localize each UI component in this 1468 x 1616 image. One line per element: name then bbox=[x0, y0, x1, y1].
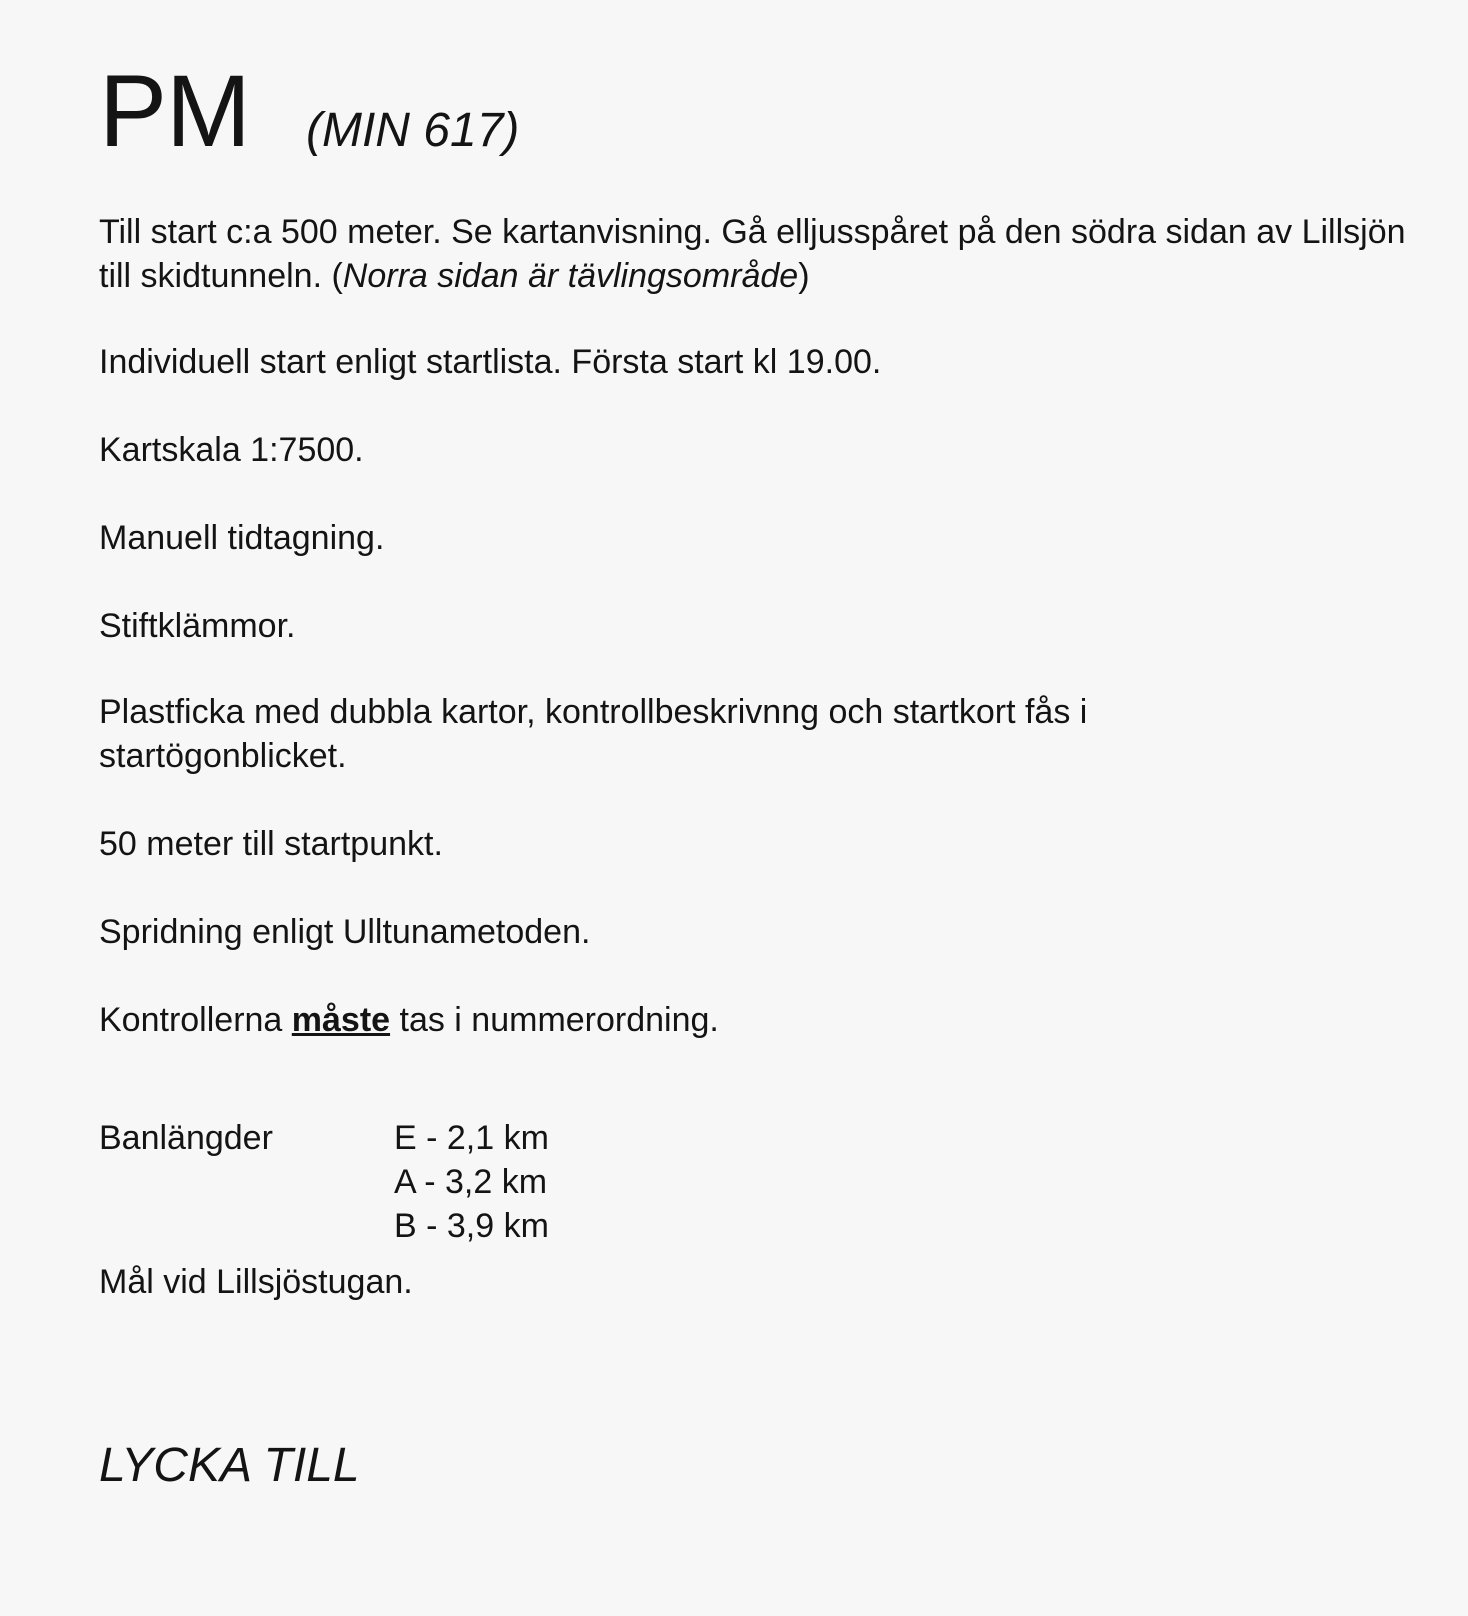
controls-info bbox=[99, 998, 1419, 1042]
punching-info: Stiftklämmor. bbox=[99, 607, 296, 645]
course-item: E - 2,1 km bbox=[394, 1119, 549, 1157]
course-item: A - 3,2 km bbox=[394, 1163, 548, 1201]
finish-info: Mål vid Lillsjöstugan. bbox=[99, 1263, 413, 1301]
kit-info: Plastficka med dubbla kartor, kontrollbeskrivnng och startkort fås i startögonblicket. bbox=[99, 693, 1088, 775]
intro-paragraph bbox=[99, 210, 1419, 298]
intro-text-end: ) bbox=[798, 257, 810, 295]
controls-text-end: tas i nummerordning. bbox=[390, 1001, 719, 1039]
controls-text: Kontrollerna bbox=[99, 1001, 292, 1039]
closing-greeting: LYCKA TILL bbox=[99, 1439, 360, 1492]
intro-italic-note: Norra sidan är tävlingsområde bbox=[342, 257, 799, 295]
course-lengths-label: Banlängder bbox=[99, 1119, 273, 1157]
document-title: PM bbox=[99, 54, 250, 168]
controls-emphasis: måste bbox=[291, 1001, 391, 1039]
pm-document bbox=[99, 54, 1419, 1492]
distance-to-start: 50 meter till startpunkt. bbox=[99, 825, 443, 863]
timing-info: Manuell tidtagning. bbox=[99, 519, 385, 557]
header bbox=[99, 54, 1419, 170]
spread-info: Spridning enligt Ulltunametoden. bbox=[99, 913, 591, 951]
course-item: B - 3,9 km bbox=[394, 1207, 549, 1245]
map-scale: Kartskala 1:7500. bbox=[99, 431, 364, 469]
intro-text: Till start c:a 500 meter. Se kartanvisning. Gå elljusspåret på den södra sidan av Lillsjön till skidtunneln. ( bbox=[99, 213, 1406, 295]
event-code: (MIN 617) bbox=[306, 104, 520, 157]
start-info: Individuell start enligt startlista. Första start kl 19.00. bbox=[99, 343, 882, 381]
course-lengths-list bbox=[394, 1116, 549, 1248]
